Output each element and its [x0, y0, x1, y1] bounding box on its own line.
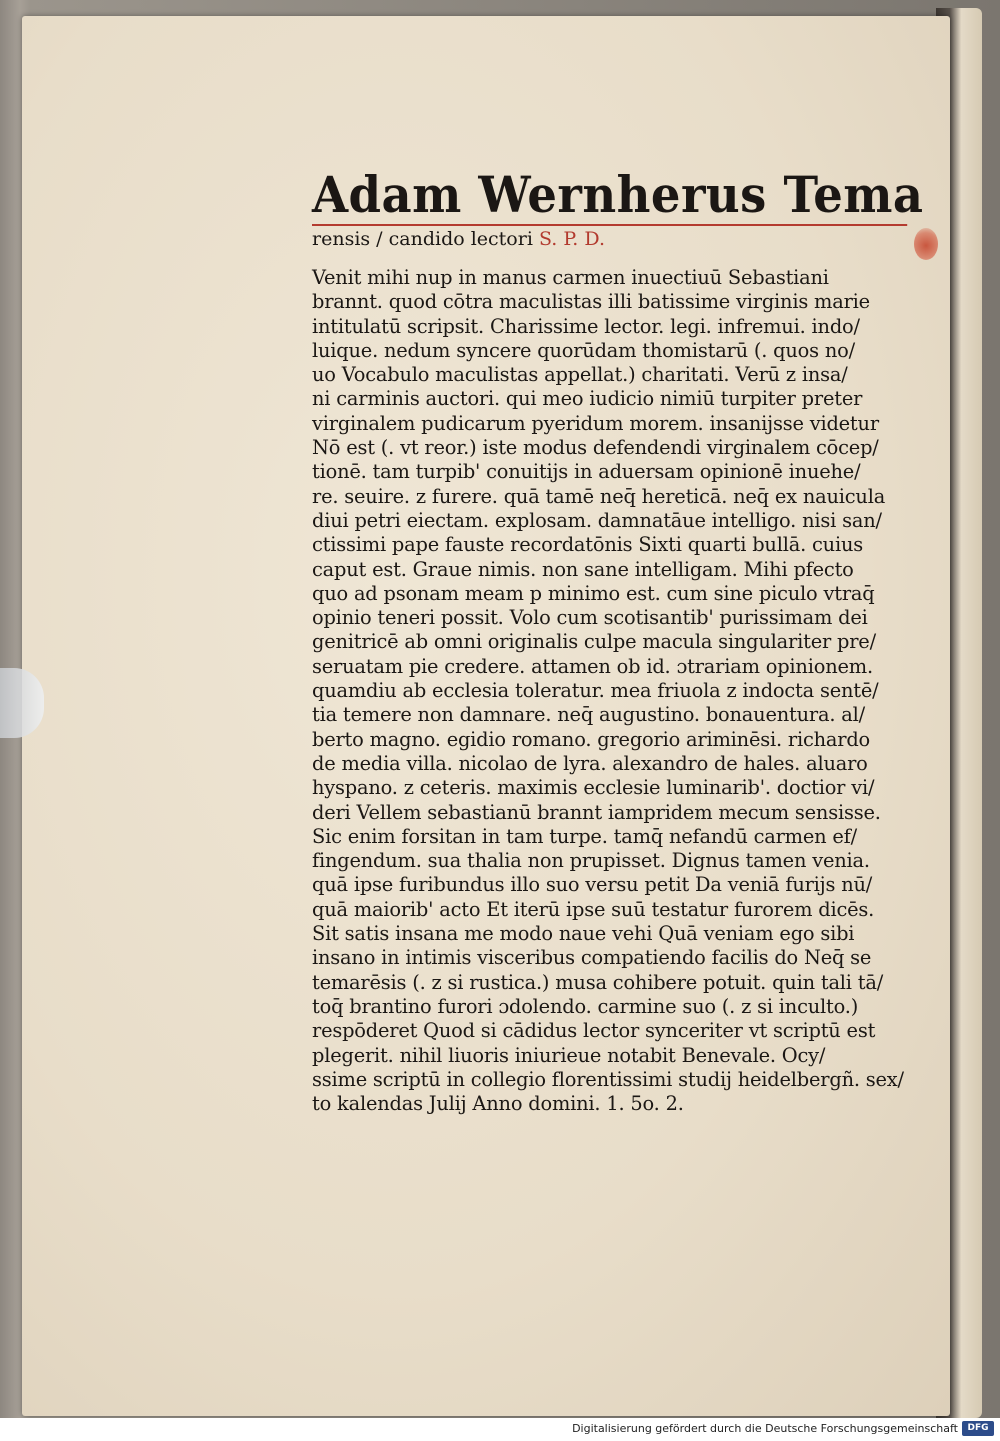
text-line: brannt. quod cōtra maculistas illi batissime virginis marie	[312, 290, 870, 314]
text-line: ctissimi pape fauste recordatōnis Sixti quarti bullā. cuius	[312, 533, 863, 557]
text-block	[312, 165, 924, 1116]
text-line: temarēsis (. z si rustica.) musa cohibere potuit. quin tali tā/	[312, 970, 884, 994]
text-line: luique. nedum syncere quorūdam thomistarū (. quos no/	[312, 338, 855, 362]
text-line: Venit mihi nup in manus carmen inuectiuū Sebastiani	[312, 266, 829, 289]
text-line: tionē. tam turpib' conuitijs in aduersam opinionē inuehe/	[312, 460, 861, 484]
red-ink-blot	[914, 228, 938, 260]
text-line: quā ipse furibundus illo suo versu petit Da veniā furijs nū/	[312, 873, 873, 897]
dfg-logo: DFG	[962, 1421, 994, 1436]
footer-bar	[0, 1418, 1000, 1441]
text-line: deri Vellem sebastianū brannt iampridem mecum sensisse.	[312, 800, 881, 824]
text-line: quamdiu ab ecclesia toleratur. mea friuola z indocta sentē/	[312, 679, 879, 703]
text-line: insano in intimis visceribus compatiendo facilis do Neq̄ se	[312, 946, 872, 970]
text-line: ssime scriptū in collegio florentissimi studij heidelbergñ. sex/	[312, 1067, 904, 1091]
text-line: re. seuire. z furere. quā tamē neq̄ hereticā. neq̄ ex nauicula	[312, 484, 886, 508]
text-line: caput est. Graue nimis. non sane intelligam. Mihi pfecto	[312, 557, 854, 581]
text-line: to kalendas Julij Anno domini. 1. 5o. 2.	[312, 1092, 684, 1116]
text-line: tia temere non damnare. neq̄ augustino. bonauentura. al/	[312, 703, 865, 727]
page-title: Adam Wernherus Tema	[312, 165, 924, 224]
text-line: Sit satis insana me modo naue vehi Quā veniam ego sibi	[312, 922, 855, 946]
text-line: berto magno. egidio romano. gregorio ariminēsi. richardo	[312, 727, 871, 751]
text-line: diui petri eiectam. explosam. damnatāue intelligo. nisi san/	[312, 508, 882, 532]
text-line: seruatam pie credere. attamen ob id. ɔtrariam opinionem.	[312, 654, 873, 678]
text-line: Sic enim forsitan in tam turpe. tamq̄ nefandū carmen ef/	[312, 824, 857, 848]
text-line: respōderet Quod si cādidus lector synceriter vt scriptū est	[312, 1019, 876, 1043]
text-line: opinio teneri possit. Volo cum scotisantib' purissimam dei	[312, 606, 868, 630]
text-line: toq̄ brantino furori ɔdolendo. carmine suo (. z si inculto.)	[312, 994, 859, 1018]
text-line: ni carminis auctori. qui meo iudicio nimiū turpiter preter	[312, 387, 863, 411]
body-paragraph	[312, 266, 912, 1116]
subtitle-red: S. P. D.	[538, 228, 605, 250]
text-line: uo Vocabulo maculistas appellat.) charitati. Verū z insa/	[312, 363, 848, 387]
text-line: intitulatū scripsit. Charissime lector. legi. infremui. indo/	[312, 314, 860, 338]
text-line: de media villa. nicolao de lyra. alexandro de hales. aluaro	[312, 751, 868, 775]
text-line: quā maiorib' acto Et iterū ipse suū testatur furorem dicēs.	[312, 897, 875, 921]
text-line: quo ad psonam meam p minimo est. cum sine piculo vtraq̄	[312, 581, 875, 605]
text-line: Nō est (. vt reor.) iste modus defendendi virginalem cōcep/	[312, 436, 879, 460]
text-line: genitricē ab omni originalis culpe macula singulariter pre/	[312, 630, 876, 654]
text-line: fingendum. sua thalia non prupisset. Dignus tamen venia.	[312, 849, 870, 873]
text-line: virginalem pudicarum pyeridum morem. insanijsse videtur	[312, 411, 879, 435]
page-subtitle	[312, 226, 912, 252]
text-line: hyspano. z ceteris. maximis ecclesie luminarib'. doctior vi/	[312, 776, 875, 800]
text-line: plegerit. nihil liuoris iniurieue notabit Benevale. Ocy/	[312, 1043, 826, 1067]
subtitle-prefix: rensis / candido lectori	[312, 228, 533, 250]
footer-credit: Digitalisierung gefördert durch die Deutsche Forschungsgemeinschaft	[572, 1422, 958, 1435]
